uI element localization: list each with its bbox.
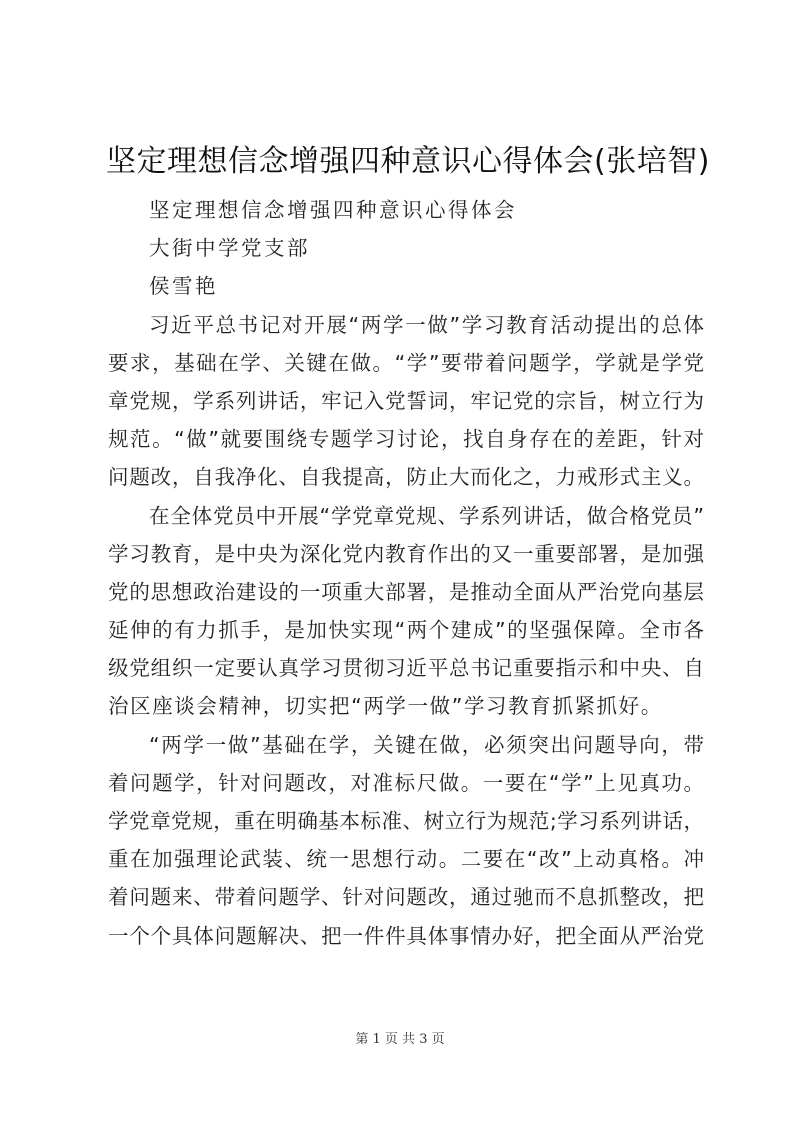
paragraph-line: 着问题学，针对问题改，对准标尺做。一要在“学”上见真功。 [108,770,704,795]
paragraph-line: 治区座谈会精神，切实把“两学一做”学习教育抓紧抓好。 [108,694,663,719]
paragraph-line: 一个个具体问题解决、把一件件具体事情办好，把全面从严治党 [108,923,704,948]
paragraph-line: 问题改，自我净化、自我提高，防止大而化之，力戒形式主义。 [108,465,704,490]
paragraph-line: 着问题来、带着问题学、针对问题改，通过驰而不息抓整改，把 [108,885,704,910]
paragraph-line: 规范。“做”就要围绕专题学习讨论，找自身存在的差距，针对 [108,427,704,452]
author-line: 侯雪艳 [149,274,218,299]
paragraph-line: 在全体党员中开展“学党章党规、学系列讲话，做合格党员” [149,503,704,528]
paragraph-line: 习近平总书记对开展“两学一做”学习教育活动提出的总体 [149,312,704,337]
paragraph-line: 要求，基础在学、关键在做。“学”要带着问题学，学就是学党 [108,350,704,375]
paragraph-line: 章党规，学系列讲话，牢记入党誓词，牢记党的宗旨，树立行为 [108,388,704,413]
subtitle-line: 坚定理想信念增强四种意识心得体会 [149,198,517,222]
paragraph-line: 级党组织一定要认真学习贯彻习近平总书记重要指示和中央、自 [108,656,704,681]
paragraph-line: 党的思想政治建设的一项重大部署，是推动全面从严治党向基层 [108,579,704,604]
paragraph-line: 学习教育，是中央为深化党内教育作出的又一重要部署，是加强 [108,541,704,566]
document-title: 坚定理想信念增强四种意识心得体会(张培智) [106,144,710,179]
document-body [108,191,704,955]
organization-line: 大街中学党支部 [149,236,310,261]
paragraph-line: 学党章党规，重在明确基本标准、树立行为规范;学习系列讲话， [108,809,704,833]
paragraph-line: “两学一做”基础在学，关键在做，必须突出问题导向，带 [149,732,704,757]
page-number: 第 1 页 共 3 页 [355,1032,445,1047]
paragraph-line: 重在加强理论武装、统一思想行动。二要在“改”上动真格。冲 [108,847,704,872]
paragraph-line: 延伸的有力抓手，是加快实现“两个建成”的坚强保障。全市各 [108,618,704,643]
